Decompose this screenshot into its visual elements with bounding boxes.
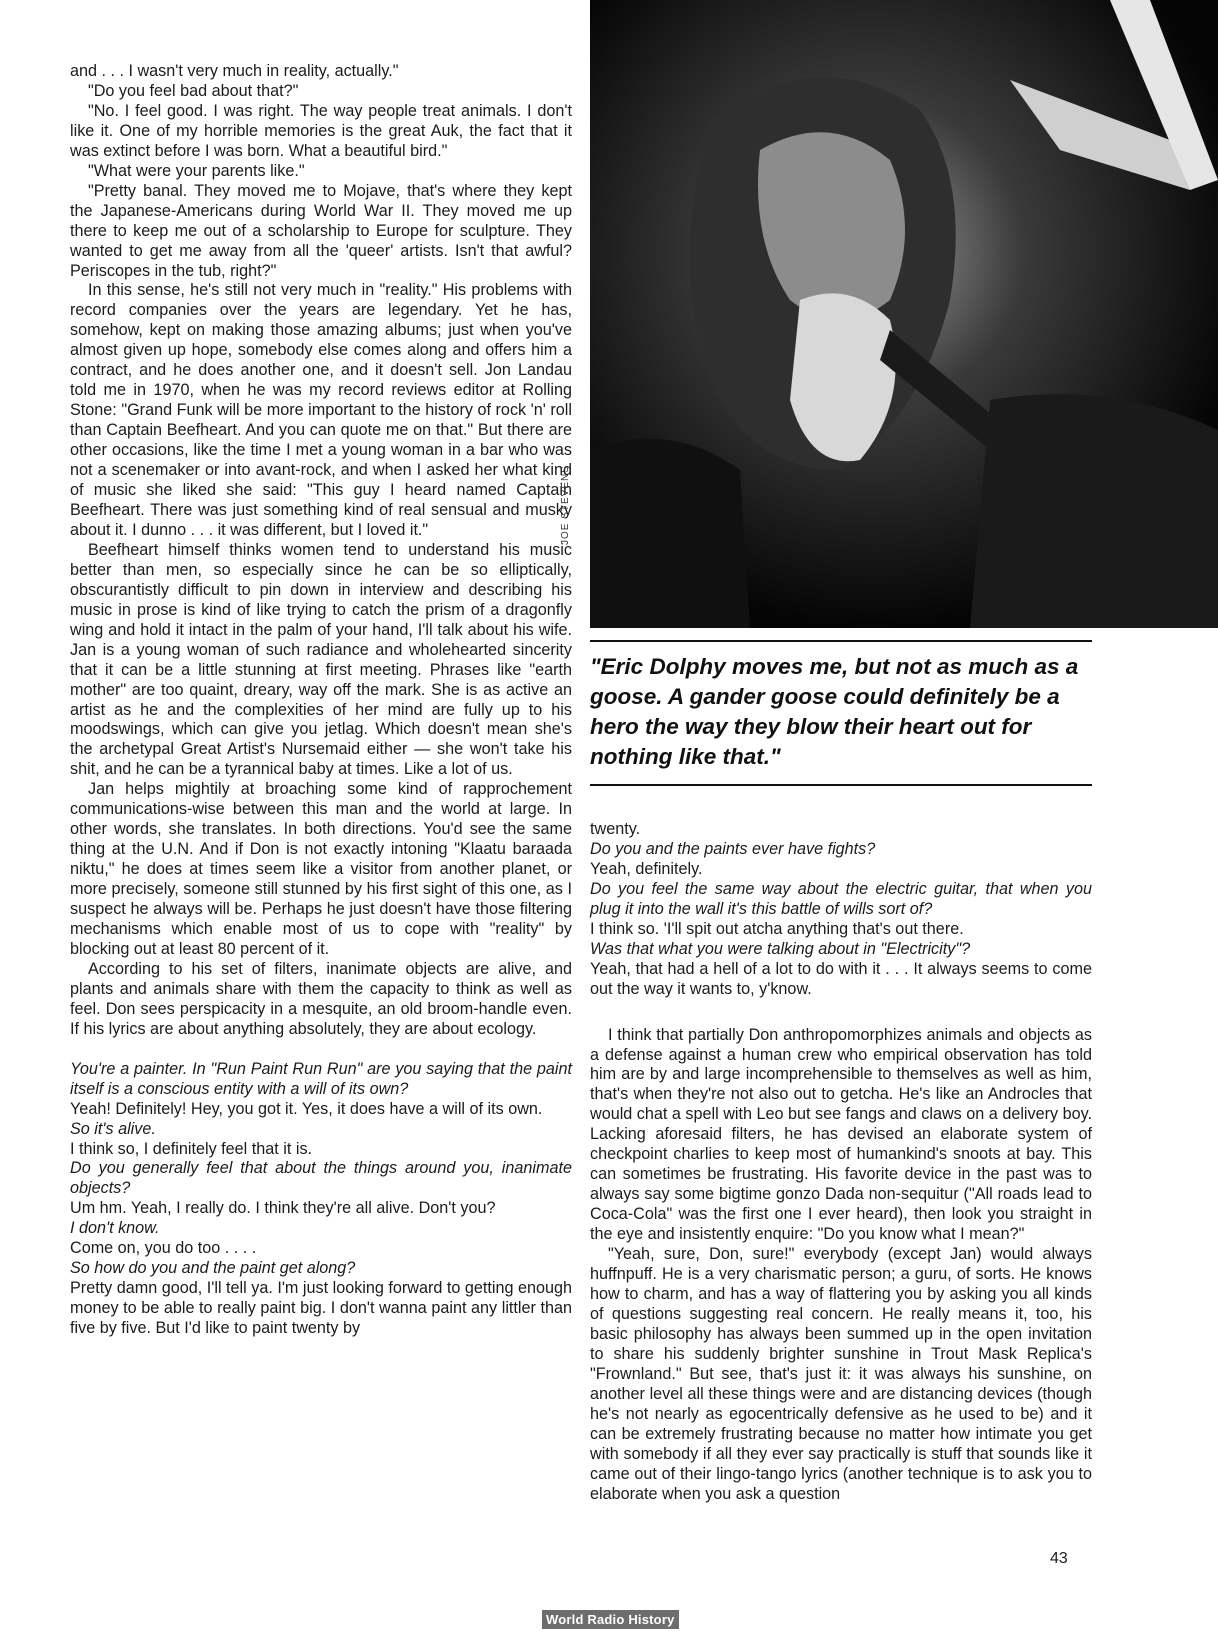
page-number: 43 [1050, 1550, 1068, 1567]
body-paragraph: "Pretty banal. They moved me to Mojave, that's where they kept the Japanese-Americans during World War II. They moved me up there to keep me out of a scholarship to Europe for sculpture. They wanted to get me away from all the 'queer' artists. Isn't that awful? Periscopes in the tub, right?" [70, 181, 572, 280]
pull-quote [590, 640, 1092, 786]
interview-answer: Yeah! Definitely! Hey, you got it. Yes, it does have a will of its own. [70, 1099, 543, 1118]
body-paragraph: Jan helps mightily at broaching some kind of rapprochement communications-wise between this man and the world at large. In other words, she translates. In both directions. You'd see the same thing at the U.N. And if Don is not exactly intoning "Klaatu baraada niktu," he does at times seem like a visitor from another planet, or more precisely, someone still stunned by his first sight of this one, as I suspect he always will be. Perhaps he just doesn't have those filtering mechanisms which enable most of us to cope with "reality" by blocking out at least 80 percent of it. [70, 780, 572, 958]
body-paragraph: "No. I feel good. I was right. The way people treat animals. I don't like it. One of my horrible memories is the great Auk, the fact that it was extinct before I was born. What a beautiful bird." [70, 101, 572, 160]
section-gap [70, 1040, 572, 1060]
interview-question: I don't know. [70, 1219, 160, 1238]
interview-question: Do you generally feel that about the things around you, inanimate objects? [70, 1159, 572, 1198]
body-paragraph: "Do you feel bad about that?" [88, 81, 299, 100]
body-paragraph: I think that partially Don anthropomorphizes animals and objects as a defense against a human crew who empirical observation has told him are by and large incomprehensible to themselves as well as him, that's when they're not also out to getcha. He's like an Androcles that would chat a spell with Leo but see fangs and claws on a delivery boy. Lacking aforesaid filters, he has devised an elaborate system of checkpoint charlies to keep most of humankind's snoots at bay. This can sometimes be frustrating. His favorite device in the past was to always say some bigtime gonzo Dada non-sequitur ("All roads lead to Coca-Cola" was the first one I ever heard), then look you straight in the eye and insistently enquire: "Do you know what I mean?" [590, 1025, 1092, 1244]
interview-question: So how do you and the paint get along? [70, 1259, 356, 1278]
right-column [590, 820, 1092, 1504]
body-paragraph: According to his set of filters, inanimate objects are alive, and plants and animals share with them the capacity to think as well as feel. Don sees perspicacity in a mesquite, an old broom-handle even. If his lyrics are about anything absolutely, they are about ecology. [70, 959, 572, 1038]
interview-answer: Um hm. Yeah, I really do. I think they're all alive. Don't you? [70, 1199, 496, 1218]
interview-question: You're a painter. In "Run Paint Run Run" are you saying that the paint itself is a conscious entity with a will of its own? [70, 1059, 572, 1098]
interview-answer: Yeah, definitely. [590, 859, 703, 878]
interview-question: Was that what you were talking about in "Electricity"? [590, 939, 971, 958]
interview-answer: I think so. 'I'll spit out atcha anything that's out there. [590, 919, 964, 938]
interview-answer: twenty. [590, 820, 641, 838]
interview-question: Do you and the paints ever have fights? [590, 839, 876, 858]
body-paragraph: "Yeah, sure, Don, sure!" everybody (except Jan) would always huffnpuff. He is a very charismatic person; a guru, of sorts. He knows how to charm, and has a way of flattering you by asking you all kinds of questions suggesting real concern. He really means it, too, his basic philosophy has always been summed up in the open invitation to share his suddenly brighter sunshine in Trout Mask Replica's "Frownland." But see, that's just it: it was always his sunshine, on another level all these things were and are distancing devices (though he's not nearly as egocentrically defensive as he used to be) and it can be extremely frustrating because no matter how intimate you get with somebody if all they ever say practically is stuff that sounds like it came out of their lingo-tango lyrics (another technique is to ask you to elaborate when you ask a question [590, 1245, 1092, 1503]
interview-answer: I think so, I definitely feel that it is. [70, 1139, 313, 1158]
concert-photo [590, 0, 1218, 628]
interview-question: Do you feel the same way about the electric guitar, that when you plug it into the wall it's this battle of wills sort of? [590, 879, 1092, 918]
performer-photo-illustration [590, 0, 1218, 628]
interview-answer: Pretty damn good, I'll tell ya. I'm just looking forward to getting enough money to be able to really paint big. I don't wanna paint any littler than five by five. But I'd like to paint twenty by [70, 1279, 572, 1338]
footer-watermark: World Radio History [542, 1610, 679, 1629]
body-paragraph: and . . . I wasn't very much in reality, actually." [70, 62, 399, 80]
interview-answer: Yeah, that had a hell of a lot to do with it . . . It always seems to come out the way it wants to, y'know. [590, 959, 1092, 998]
body-paragraph: "What were your parents like." [88, 161, 305, 180]
photo-credit: JOE STEVENS [560, 465, 571, 545]
body-paragraph: In this sense, he's still not very much in "reality." His problems with record companies over the years are legendary. Yet he has, somehow, kept on making those amazing albums; just when you've almost given up hope, somebody else comes along and offers him a contract, and he does another one, and it doesn't sell. Jon Landau told me in 1970, when he was my record reviews editor at Rolling Stone: "Grand Funk will be more important to the history of rock 'n' roll than Captain Beefheart. And you can quote me on that." But there are other occasions, like the time I met a young woman in a bar who was not a scenemaker or into avant-rock, and when I asked her what kind of music she liked she said: "This guy I heard named Captain Beefheart. There was just something kind of real sensual and musky about it. I dunno . . . it was different, but I loved it." [70, 281, 572, 539]
interview-answer: Come on, you do too . . . . [70, 1239, 257, 1258]
pull-quote-text: "Eric Dolphy moves me, but not as much as a goose. A gander goose could definitely be a hero the way they blow their heart out for nothing like that." [590, 654, 1079, 769]
body-paragraph: Beefheart himself thinks women tend to understand his music better than men, so especially since he can be so elliptically, obscurantistly difficult to pin down in interview and describing his music in prose is kind of like trying to catch the prism of a dragonfly wing and hold it intact in the palm of your hand, I'll talk about his wife. Jan is a young woman of such radiance and wholehearted sincerity that it can be a little stunning at first meeting. Phrases like "earth mother" are too quaint, dreary, way off the mark. She is as active an artist as he and the complexities of her mind are fully up to his moodswings, which can give you jetlag. Which doesn't mean she's the archetypal Great Artist's Nursemaid either — she won't take his shit, and he can be a tyrannical baby at times. Like a lot of us. [70, 540, 572, 779]
left-column [70, 62, 572, 1339]
interview-question: So it's alive. [70, 1119, 156, 1138]
section-gap [590, 1000, 1092, 1026]
